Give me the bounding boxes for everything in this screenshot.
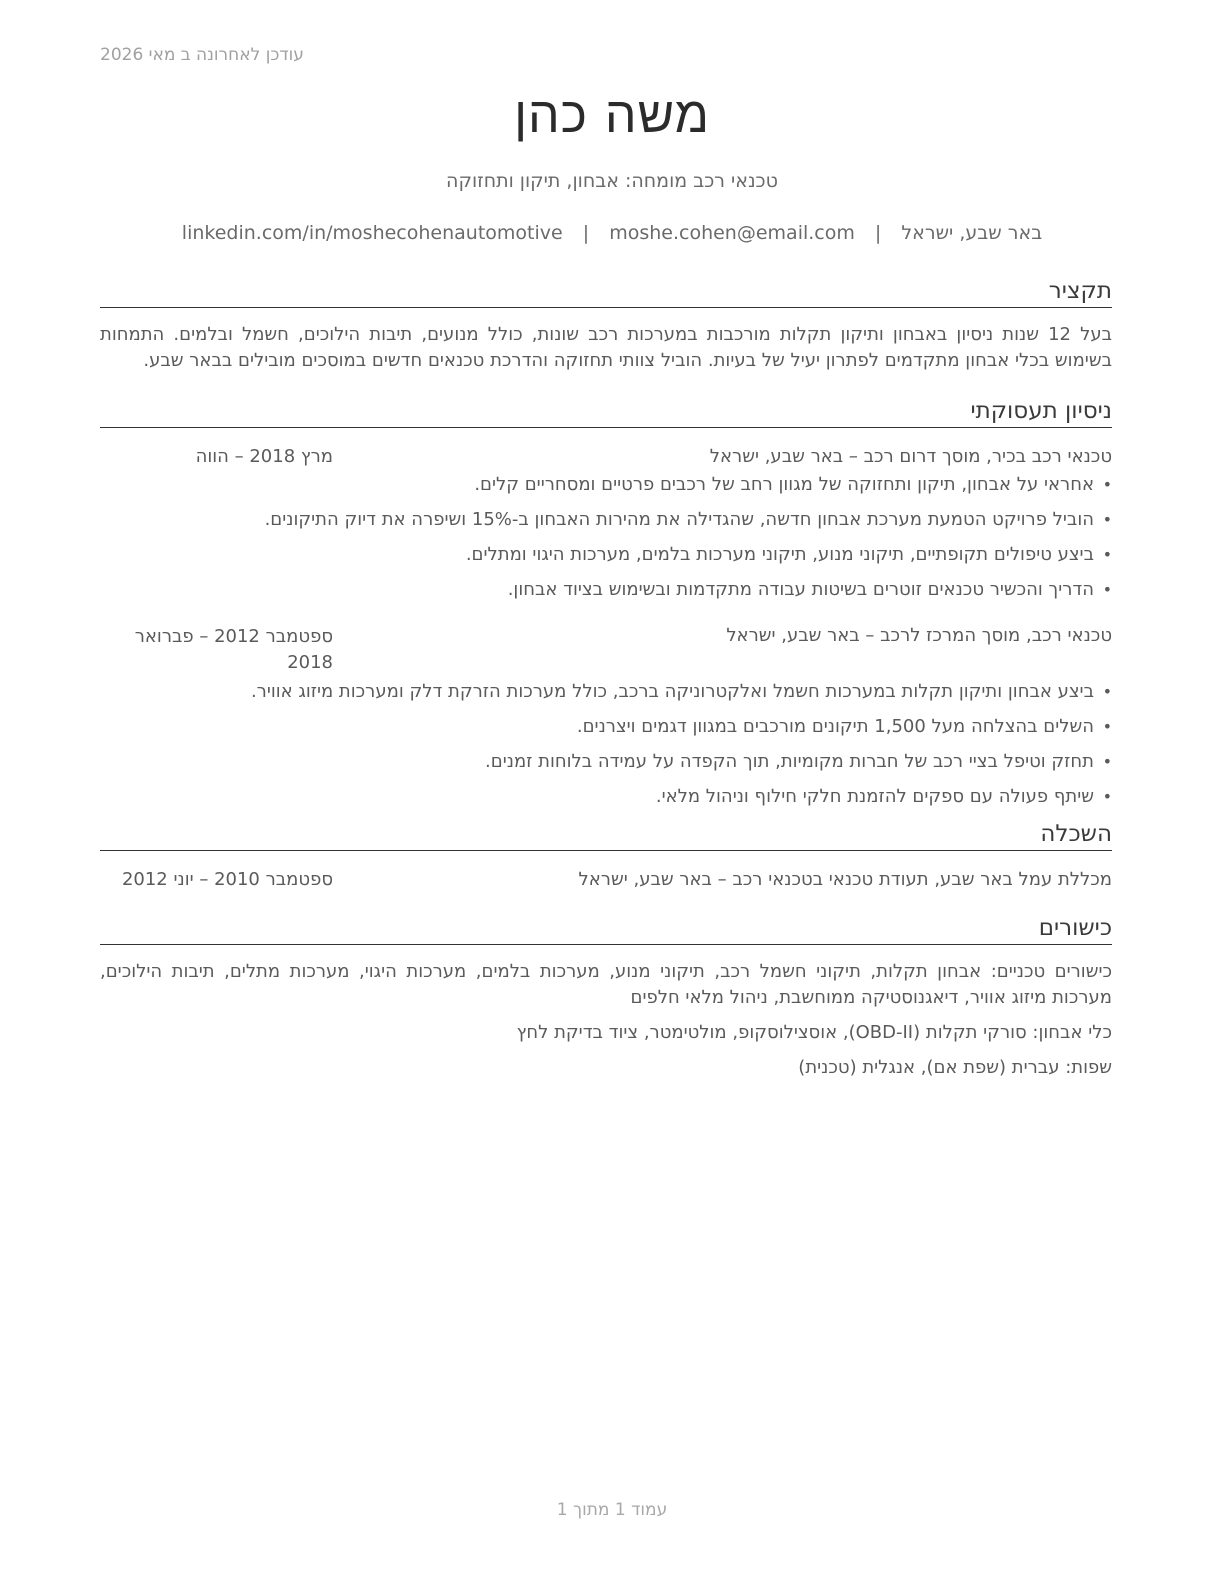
skills-line: שפות: עברית (שפת אם), אנגלית (טכנית) — [798, 1057, 1112, 1078]
skills-list — [100, 959, 1112, 1081]
job-dates: מרץ 2018 – הווה — [195, 446, 333, 467]
job-bullets — [100, 679, 1112, 810]
job-role: טכנאי רכב, מוסך המרכז לרכב – באר שבע, ישראל — [726, 625, 1112, 646]
skills-line: כישורים טכניים: אבחון תקלות, תיקוני חשמל רכב, תיקוני מנוע, מערכות בלמים, מערכות היגוי, מערכות מתלים, תיבות הילוכים, מערכות מיזוג אוויר, דיאגנוסטיקה ממוחשבת, ניהול מלאי חלפים — [100, 961, 1112, 1008]
job-bullet: • ביצע טיפולים תקופתיים, תיקוני מנוע, תיקוני מערכות בלמים, מערכות היגוי ומתלים. — [100, 542, 1112, 568]
job-entry — [100, 621, 1112, 810]
education-dates: ספטמבר 2010 – יוני 2012 — [121, 869, 333, 890]
contact-separator: | — [874, 222, 882, 244]
education-header — [100, 865, 1112, 895]
education-section-title: השכלה — [100, 819, 1112, 851]
resume-content — [100, 276, 1112, 1090]
skills-section-title: כישורים — [100, 913, 1112, 945]
job-bullet: • תחזק וטיפל בציי רכב של חברות מקומיות, תוך הקפדה על עמידה בלוחות זמנים. — [100, 749, 1112, 775]
contact-line — [0, 222, 1224, 244]
job-bullets — [100, 472, 1112, 603]
contact-separator: | — [582, 222, 590, 244]
job-bullet: • ביצע אבחון ותיקון תקלות במערכות חשמל ואלקטרוניקה ברכב, כולל מערכות הזרקת דלק ומערכות מיזוג אוויר. — [100, 679, 1112, 705]
candidate-headline: טכנאי רכב מומחה: אבחון, תיקון ותחזוקה — [446, 170, 778, 192]
education-entry — [100, 865, 1112, 895]
job-role: טכנאי רכב בכיר, מוסך דרום רכב – באר שבע, ישראל — [709, 446, 1112, 467]
job-header — [100, 442, 1112, 472]
job-bullet: • שיתף פעולה עם ספקים להזמנת חלקי חילוף וניהול מלאי. — [100, 784, 1112, 810]
last-updated-note: עודכן לאחרונה ב מאי 2026 — [100, 45, 304, 65]
experience-section-title: ניסיון תעסוקתי — [100, 396, 1112, 428]
job-bullet: • השלים בהצלחה מעל 1,500 תיקונים מורכבים במגוון דגמים ויצרנים. — [100, 714, 1112, 740]
page-number: עמוד 1 מתוך 1 — [556, 1500, 668, 1520]
job-header — [100, 621, 1112, 679]
education-institution: מכללת עמל באר שבע, תעודת טכנאי בטכנאי רכב – באר שבע, ישראל — [578, 869, 1112, 890]
contact-location: באר שבע, ישראל — [901, 222, 1043, 244]
job-bullet: • אחראי על אבחון, תיקון ותחזוקה של מגוון רחב של רכבים פרטיים ומסחריים קלים. — [100, 472, 1112, 498]
candidate-name: משה כהן — [514, 86, 710, 144]
job-bullet: • הדריך והכשיר טכנאים זוטרים בשיטות עבודה מתקדמות ובשימוש בציוד אבחון. — [100, 577, 1112, 603]
job-entry — [100, 442, 1112, 603]
contact-linkedin[interactable]: linkedin.com/in/moshecohenautomotive — [181, 222, 563, 244]
job-dates: ספטמבר 2012 – פברואר 2018 — [134, 626, 333, 673]
contact-email[interactable]: moshe.cohen@email.com — [609, 222, 855, 244]
skills-line: כלי אבחון: סורקי תקלות (OBD-II), אוסצילוסקופ, מולטימטר, ציוד בדיקת לחץ — [516, 1022, 1112, 1043]
job-bullet: • הוביל פרויקט הטמעת מערכת אבחון חדשה, שהגדילה את מהירות האבחון ב-15% ושיפרה את דיוק התיקונים. — [100, 507, 1112, 533]
summary-text: בעל 12 שנות ניסיון באבחון ותיקון תקלות מורכבות במערכות רכב שונות, כולל מנועים, תיבות הילוכים, חשמל ובלמים. התמחות בשימוש בכלי אבחון מתקדמים לפתרון יעיל של בעיות. הוביל צוותי תחזוקה והדרכת טכנאים חדשים במוסכים מובילים בבאר שבע. — [100, 324, 1112, 371]
summary-section-title: תקציר — [100, 276, 1112, 308]
